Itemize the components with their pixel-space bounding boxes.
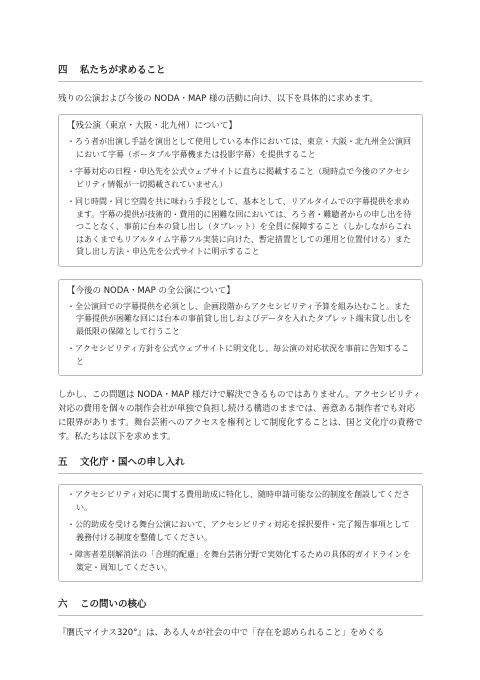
list-item: ・同じ時間・同じ空間を共に味わう手段として、基本として、リアルタイムでの字幕提供を求めます。字幕の提供が技術的・費用的に困難な回においては、ろう者・難聴者からの申し出を待つことなく、事前に台本の貸し出し（タブレット）を全員に保障すること（しかしながらこれはあくまでもリアルタイム字幕フル実装に向けた、暫定措置としての運用と位置付ける）また貸し出し方法・申込先を公式サイトに明示すること: [67, 197, 412, 256]
list-item: ・アクセシビリティ方針を公式ウェブサイトに明文化し、毎公演の対応状況を事前に告知すること: [67, 344, 410, 366]
section-6-heading: [58, 598, 423, 616]
box-heading: 【残公演（東京・大阪・北九州）について】: [67, 121, 237, 131]
section-4-closing: しかし、この問題は NODA・MAP 様だけで解決できるものではありません。アクセシビリティ対応の費用を個々の制作会社が単独で負担し続ける構造のままでは、善意ある制作者でも対応に限界があります。舞台芸術へのアクセスを権利として制度化することは、国と文化庁の責務です。私たちは以下を求めます。: [58, 390, 423, 442]
box-heading: 【今後の NODA・MAP の全公演について】: [67, 285, 235, 296]
list-item: ・アクセシビリティ対応に関する費用助成に特化し、随時申請可能な公的制度を創設してください。: [67, 490, 410, 512]
list-item: ・全公演回での字幕提供を必須とし、企画段階からアクセシビリティ予算を組み込むこと。また字幕提供が困難な回には台本の事前貸し出しおよびデータを入れたタブレット端末貸し出しを最低限の保障として行うこと: [67, 301, 412, 336]
section-5-heading: [58, 456, 423, 474]
government-requests-box: [58, 484, 423, 582]
section-title: この問いの核心: [80, 599, 147, 610]
remaining-performances-box: [58, 114, 423, 267]
list-item: ・ろう者が出演し手話を演出として使用している本作においては、東京・大阪・北九州全公演回において字幕（ポータブル字幕機または投影字幕）を提供すること: [67, 137, 411, 159]
request-list: [67, 136, 414, 259]
page-content: [58, 64, 423, 640]
section-title: 私たちが求めること: [80, 65, 166, 76]
future-performances-box: [58, 279, 423, 377]
list-item: ・字幕対応の日程・申込先を公式ウェブサイトに直ちに掲載すること（現時点で今後のアクセシビリティ情報が一切掲載されていません）: [67, 167, 410, 189]
section-4-heading: [58, 64, 423, 82]
section-6-text: 『贋氏マイナス320°』は、ある人々が社会の中で「存在を認められること」をめぐる: [58, 628, 384, 638]
request-list: [67, 489, 414, 574]
request-list: [67, 301, 414, 369]
section-4-intro: 残りの公演および今後の NODA・MAP 様の活動に向け、以下を具体的に求めます。: [58, 94, 378, 104]
list-item: ・障害者差別解消法の「合理的配慮」を舞台芸術分野で実効化するための具体的ガイドラインを策定・周知してください。: [67, 550, 411, 572]
section-number: 四: [58, 65, 68, 76]
section-title: 文化庁・国への申し入れ: [80, 457, 185, 468]
section-number: 六: [58, 599, 68, 610]
section-number: 五: [58, 457, 68, 468]
list-item: ・公的助成を受ける舞台公演において、アクセシビリティ対応を採択要件・完了報告事項として義務付ける制度を整備してください。: [67, 520, 410, 542]
